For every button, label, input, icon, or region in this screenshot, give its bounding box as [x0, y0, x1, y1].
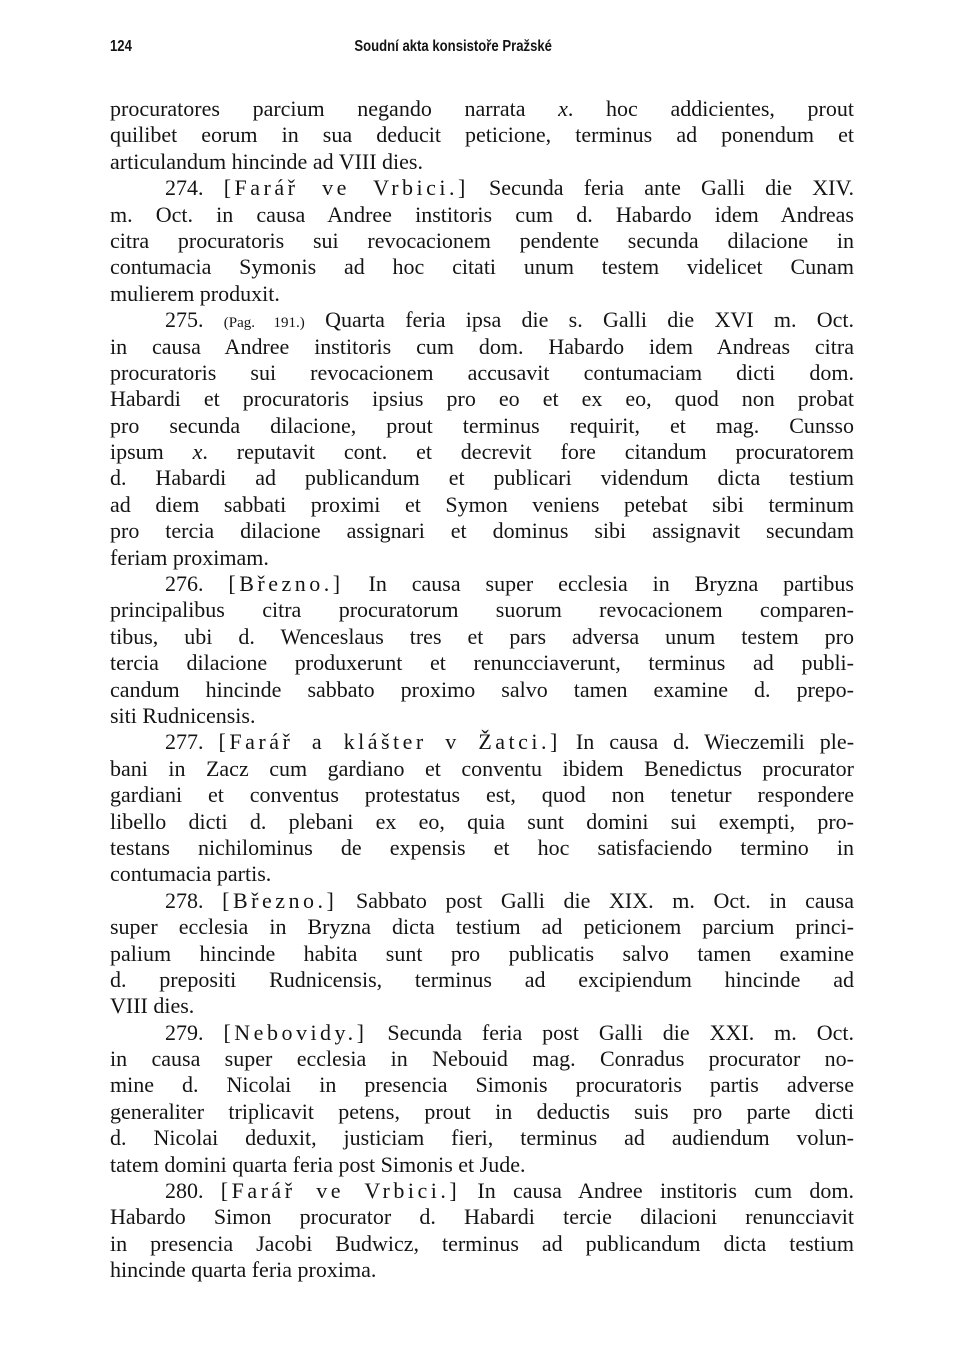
text-line: 278. [Březno.] Sabbato post Galli die XIX. m. Oct. in causa: [165, 887, 855, 913]
running-head: [110, 38, 720, 62]
running-title: Soudní akta konsistoře Pražské: [354, 38, 552, 55]
text-line: bani in Zacz cum gardiano et conventu ibidem Benedictus procurator: [110, 755, 854, 781]
text-line: mine d. Nicolai in presencia Simonis procuratoris partis adverse: [110, 1072, 854, 1098]
text-line: candum hincinde sabbato proximo salvo tamen examine d. prepo-: [110, 676, 854, 702]
text-line: 274. [Farář ve Vrbici.] Secunda feria ante Galli die XIV.: [165, 175, 854, 201]
x-mark: x: [558, 96, 568, 121]
text-line: hincinde quarta feria proxima.: [110, 1257, 377, 1283]
document-body: [110, 96, 854, 1284]
page-number: 124: [110, 38, 132, 55]
entry-274: [110, 175, 854, 307]
place-heading: [Farář a klášter v Žatci.]: [218, 729, 561, 755]
text-line: d. Nicolai deduxit, justiciam fieri, terminus ad audiendum volun-: [110, 1125, 854, 1151]
entry-number: 275.: [165, 307, 204, 333]
text-line: ipsum x. reputavit cont. et decrevit fore citandum procuratorem: [110, 439, 854, 465]
text-line: d. prepositi Rudnicensis, terminus ad excipiendum hincinde ad: [110, 966, 854, 992]
place-heading: [Farář ve Vrbici.]: [223, 175, 469, 201]
entry-278: [110, 888, 854, 1020]
text-line: 280. [Farář ve Vrbici.] In causa Andree institoris cum dom.: [165, 1178, 855, 1204]
text-line: testans nichilominus de expensis et hoc satisfaciendo termino in: [110, 834, 854, 860]
place-heading: [Březno.]: [228, 571, 344, 597]
text-line: 276. [Březno.] In causa super ecclesia in Bryzna partibus: [165, 571, 854, 597]
entry-number: 277.: [165, 729, 204, 755]
entry-number: 274.: [165, 175, 204, 201]
entry-277: [110, 729, 854, 887]
text-line: tatem domini quarta feria post Simonis et Jude.: [110, 1151, 526, 1177]
entry-276: [110, 571, 854, 729]
entry-279: [110, 1020, 854, 1178]
entry-280: [110, 1178, 854, 1284]
text-line: pro secunda dilacione, prout terminus requirit, et mag. Cunsso: [110, 412, 854, 438]
text-line: Habardi et procuratoris ipsius pro eo et ex eo, quod non probat: [110, 386, 854, 412]
text-line: ad diem sabbati proximi et Symon veniens petebat sibi terminum: [110, 491, 854, 517]
text-line: procuratores parcium negando narrata x. hoc addicientes, prout: [110, 96, 854, 121]
text-line: tercia dilacione produxerunt et renuncciaverunt, terminus ad publi-: [110, 650, 854, 676]
text-line: in causa super ecclesia in Nebouid mag. Conradus procurator no-: [110, 1046, 854, 1072]
text-line: in causa Andree institoris cum dom. Habardo idem Andreas citra: [110, 333, 854, 359]
x-mark: x: [192, 439, 203, 465]
text-line: libello dicti d. plebani ex eo, quia sunt domini sui exempti, pro-: [110, 808, 854, 834]
text-line: m. Oct. in causa Andree institoris cum d. Habardo idem Andreas: [110, 201, 854, 227]
text-line: d. Habardi ad publicandum et publicari videndum dicta testium: [110, 465, 854, 491]
text-line: 277. [Farář a klášter v Žatci.] In causa d. Wieczemili ple-: [165, 729, 855, 755]
place-heading: [Nebovidy.]: [223, 1019, 368, 1045]
entry-275: [110, 307, 854, 571]
text-line: mulierem produxit.: [110, 280, 280, 306]
entry-number: 279.: [165, 1019, 204, 1045]
text-line: gardiani et conventus protestatus est, quod non tenetur respondere: [110, 782, 854, 808]
text-line: pro tercia dilacione assignari et dominus sibi assignavit secundam: [110, 518, 854, 544]
entry-number: 278.: [165, 887, 204, 913]
place-heading: [Farář ve Vrbici.]: [220, 1178, 461, 1204]
text-line: palium hincinde habita sunt pro publicatis salvo tamen examine: [110, 940, 854, 966]
text-line: procuratoris sui revocacionem accusavit contumaciam dicti dom.: [110, 359, 854, 385]
entry-number: 276.: [165, 571, 204, 597]
text-line: super ecclesia in Bryzna dicta testium ad peticionem parcium princi-: [110, 914, 854, 940]
text-line: generaliter triplicavit petens, prout in deductis suis pro parte dicti: [110, 1098, 854, 1124]
text-line: principalibus citra procuratorum suorum revocacionem comparen-: [110, 597, 854, 623]
text-line: 275. (Pag. 191.) Quarta feria ipsa die s. Galli die XVI m. Oct.: [165, 307, 854, 333]
text-line: contumacia partis.: [110, 861, 272, 887]
text-line: contumacia Symonis ad hoc citati unum testem videlicet Cunam: [110, 254, 854, 280]
text-line: in presencia Jacobi Budwicz, terminus ad publicandum dicta testium: [110, 1230, 854, 1256]
text-line: citra procuratoris sui revocacionem pendente secunda dilacione in: [110, 227, 854, 253]
text-line: feriam proximam.: [110, 544, 269, 570]
entry-number: 280.: [165, 1178, 204, 1204]
intro-paragraph: [110, 96, 854, 175]
text-line: quilibet eorum in sua deducit peticione, terminus ad ponendum et: [110, 122, 854, 148]
place-heading: [Březno.]: [222, 887, 338, 913]
text-line: VIII dies.: [110, 993, 195, 1019]
page-reference: (Pag. 191.): [223, 315, 305, 332]
text-line: tibus, ubi d. Wenceslaus tres et pars adversa unum testem pro: [110, 623, 854, 649]
text-line: 279. [Nebovidy.] Secunda feria post Galli die XXI. m. Oct.: [165, 1019, 855, 1045]
text-line: siti Rudnicensis.: [110, 702, 256, 728]
text-line: Habardo Simon procurator d. Habardi tercie dilacioni renuncciavit: [110, 1204, 854, 1230]
text-line: articulandum hincinde ad VIII dies.: [110, 148, 423, 174]
